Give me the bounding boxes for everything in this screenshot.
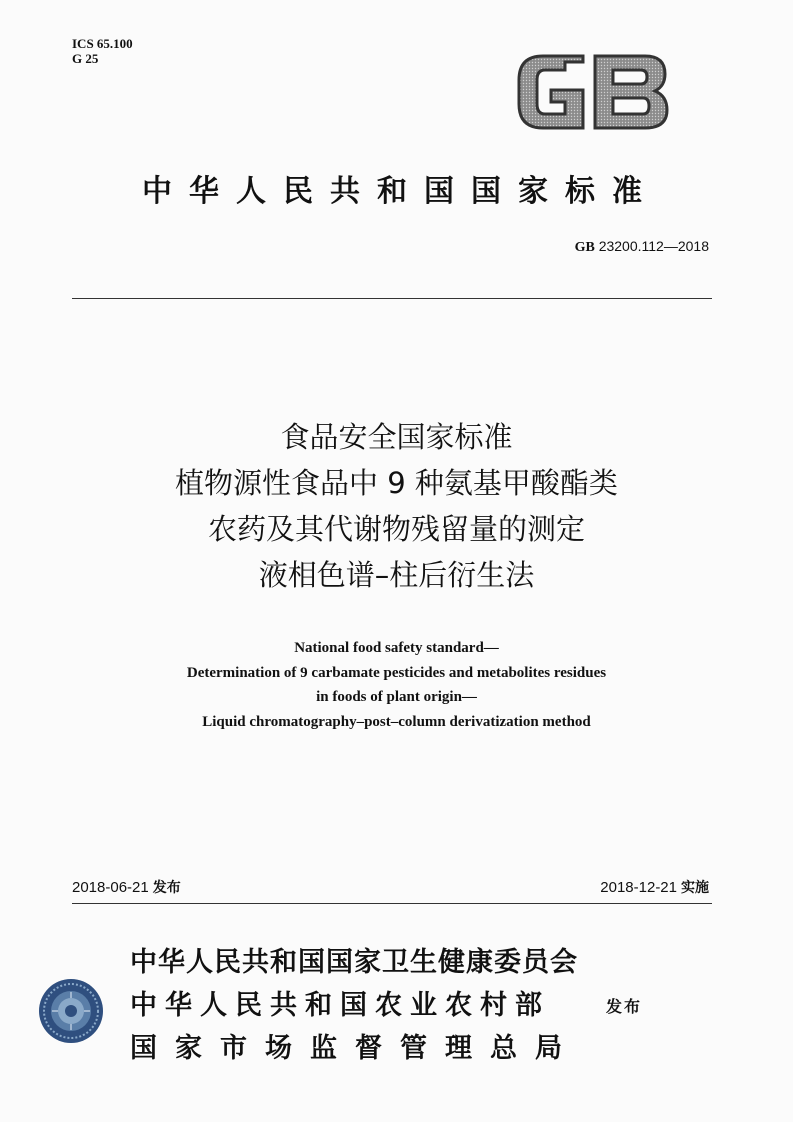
issue-word: 发布 [606,997,643,1016]
standard-number [575,238,709,256]
chinese-title-line: 食品安全国家标准 [280,420,513,454]
chinese-title-line: 液相色谱–柱后衍生法 [258,558,535,592]
ics-code: ICS 65.100 [72,36,133,51]
chinese-title [0,414,793,598]
ccs-code: G 25 [72,51,99,66]
english-title-line: National food safety standard— [294,640,499,656]
issuer-market-regulation: 国家市场监督管理总局 [130,1033,580,1064]
effective-date-label: 实施 [681,880,709,896]
english-title-line: in foods of plant origin— [316,689,477,705]
chinese-title-line: 植物源性食品中 9 种氨基甲酸酯类 [175,466,618,500]
english-title-line: Determination of 9 carbamate pesticides and metabolites residues [186,664,607,681]
english-title [0,636,793,734]
top-divider [72,298,712,299]
issue-date-value: 2018-06-21 [72,879,149,896]
effective-date-value: 2018-12-21 [600,879,677,896]
issuer-health-commission: 中华人民共和国国家卫生健康委员会 [130,947,578,978]
issue-date-label: 发布 [152,880,181,896]
effective-date [600,877,709,897]
chinese-title-line: 农药及其代谢物残留量的测定 [207,512,585,546]
issuer-agriculture-ministry: 中华人民共和国农业农村部 [130,990,550,1021]
gb-logo [513,52,671,132]
standard-number-value: 23200.112—2018 [598,238,709,254]
english-title-line: Liquid chromatography–post–column derivatization method [202,713,591,730]
official-seal-icon [38,978,104,1044]
issue-date [72,877,181,897]
standard-prefix: GB [574,240,595,255]
national-standard-title: 中华人民共和国国家标准 [142,174,659,209]
bottom-divider [72,903,712,904]
classification-codes [72,36,133,66]
